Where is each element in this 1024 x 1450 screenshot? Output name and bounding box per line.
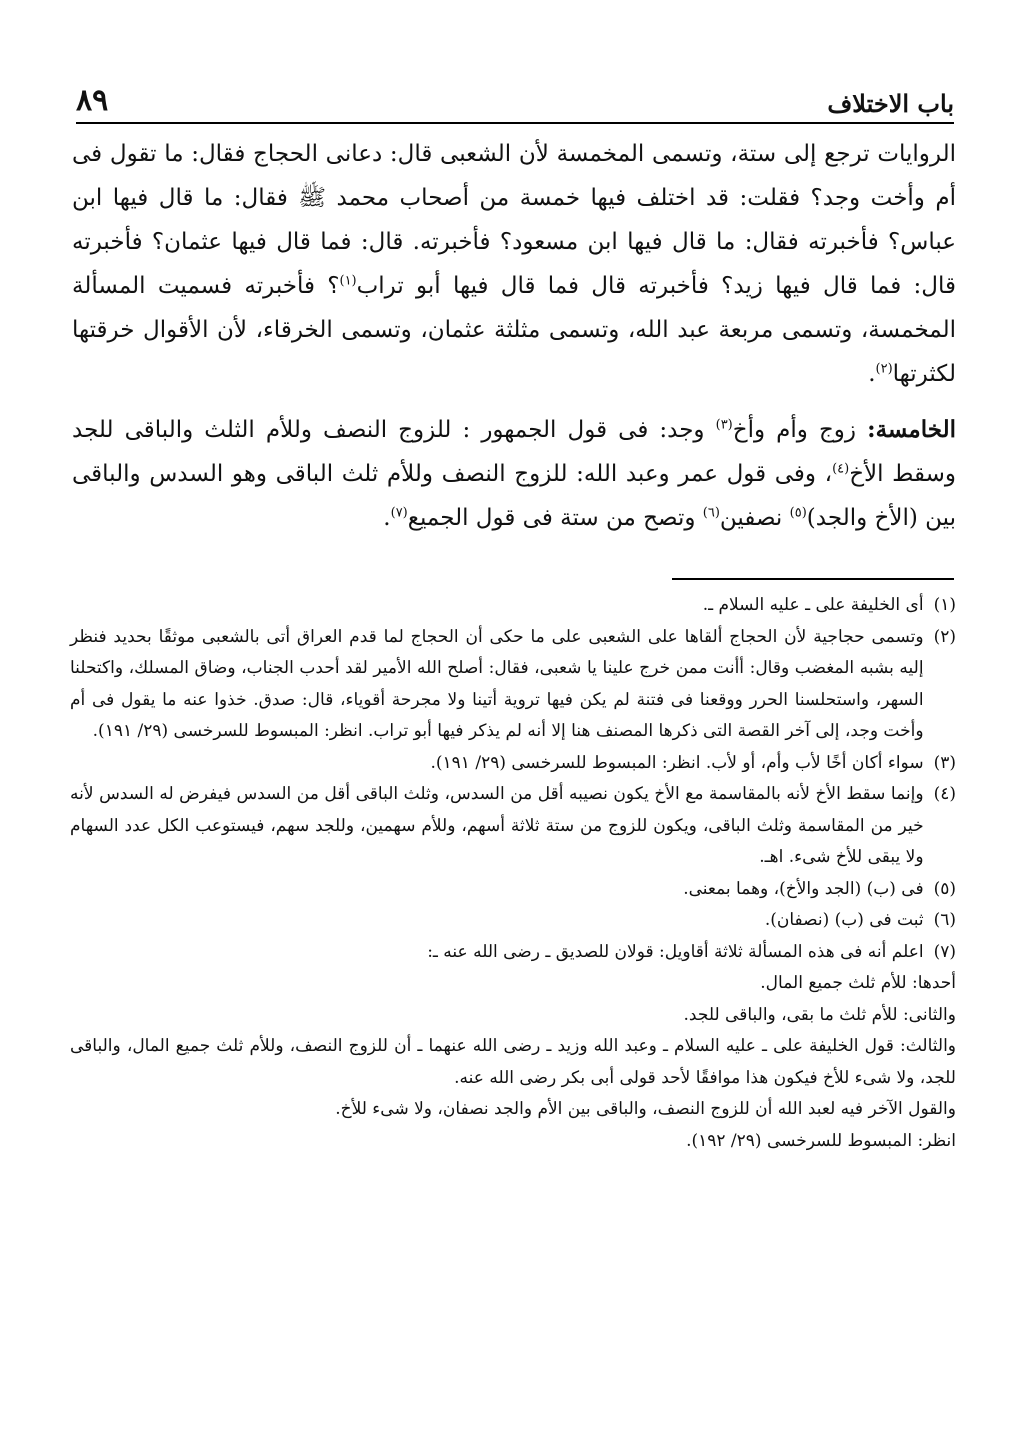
footnote-divider — [672, 578, 954, 580]
paragraph-2-text-e: وتصح من ستة فى قول الجميع — [407, 505, 703, 531]
paragraph-1 — [72, 132, 956, 396]
footnote-ref-2: (٢) — [875, 361, 893, 377]
paragraph-2-text-c: ، وفى قول عمر وعبد الله: للزوج النصف وللأم ثلث الباقى وهو السدس والباقى بين (الأخ والجد) — [72, 461, 956, 531]
footnote-ref-6: (٦) — [702, 505, 720, 521]
footnote-7-line: والقول الآخر فيه لعبد الله أن للزوج النصف، والباقى بين الأم والجد نصفان، ولا شىء للأخ. — [335, 1099, 956, 1119]
footnote-number: (١) — [933, 595, 956, 615]
footnote-7-line: أحدها: للأم ثلث جميع المال. — [760, 973, 956, 993]
main-text — [72, 132, 956, 540]
footnote-ref-4: (٤) — [832, 461, 850, 477]
paragraph-1-end: . — [868, 361, 876, 387]
footnotes — [70, 590, 956, 1157]
footnote-text: وإنما سقط الأخ لأنه بالمقاسمة مع الأخ يكون نصيبه أقل من السدس، وثلث الباقى أقل من السدس فيفرض له السدس لأنه خير من المقاسمة وثلث الباقى، ويكون للزوج من ستة ثلاثة أسهم، وللأم سهمين، وللجد سهم، فيستوعب الكل عدد السهام ولا يبقى للأخ شىء. اهـ. — [70, 784, 924, 867]
footnote-text: فى (ب) (الجد والأخ)، وهما بمعنى. — [683, 878, 924, 899]
footnote-text: ثبت فى (ب) (نصفان). — [764, 910, 924, 930]
footnote-number: (٧) — [933, 941, 956, 962]
footnote-text: سواء أكان أخًا لأب وأم، أو لأب. انظر: المبسوط للسرخسى (٢٩/ ١٩١). — [430, 752, 924, 773]
footnote — [70, 590, 956, 622]
footnote-ref-5: (٥) — [789, 505, 807, 521]
paragraph-2-text-b: وجد: فى قول الجمهور : للزوج النصف وللأم الثلث والباقى للجد وسقط الأخ — [72, 417, 957, 487]
footnote-text: أى الخليفة على ـ عليه السلام ـ. — [702, 595, 924, 615]
footnote — [70, 748, 956, 780]
paragraph-1-continuation: ؟ فأخبرته فسميت المسألة المخمسة، وتسمى مربعة عبد الله، وتسمى مثلثة عثمان، وتسمى الخرقاء، لأن الأقوال خرقتها لكثرتها — [72, 273, 956, 387]
paragraph-2-text-d: نصفين — [719, 505, 790, 531]
footnote-ref-7: (٧) — [390, 505, 408, 521]
paragraph-2-end: . — [383, 505, 391, 531]
footnote-ref-1: (١) — [339, 273, 357, 289]
footnote-number: (٢) — [933, 626, 956, 647]
chapter-title: باب الاختلاف — [827, 89, 954, 118]
footnote — [70, 905, 956, 937]
footnote — [70, 779, 956, 874]
footnote — [70, 622, 956, 748]
footnote-number: (٥) — [933, 878, 956, 899]
footnote-number: (٦) — [933, 910, 956, 930]
footnote-text: وتسمى حجاجية لأن الحجاج ألقاها على الشعبى على ما حكى أن الحجاج لما قدم العراق أتى بالشعبى موثقًا بحديد فنظر إليه بشبه المغضب وقال: أأنت ممن خرج علينا يا شعبى، فقال: أصلح الله الأمير لقد أحدب الجناب، وضاق المسلك، واكتحلنا السهر، واستحلسنا الحرر ووقعنا فى فتنة لم يكن فيها تروية أتينا ولا مجرحة أقوياء، قال: صدق. خذوا عنه ما يقول فى أم وأخت وجد، إلى آخر القصة التى ذكرها المصنف هنا إلا أنه لم يذكر فيها أبو تراب. انظر: المبسوط للسرخسى (٢٩/ ١٩١). — [70, 626, 924, 741]
paragraph-1-text: الروايات ترجع إلى ستة، وتسمى المخمسة لأن الشعبى قال: دعانى الحجاج فقال: ما تقول فى أم وأخت وجد؟ فقلت: قد اختلف فيها خمسة من أصحاب محمد ﷺ فقال: ما قال فيها ابن عباس؟ فأخبرته فقال: ما قال فيها ابن مسعود؟ فأخبرته. قال: فما قال فيها عثمان؟ فأخبرته قال: فما قال فيها زيد؟ فأخبرته قال فما قال فيها أبو تراب — [72, 141, 956, 299]
page-header — [76, 78, 954, 124]
paragraph-2 — [72, 408, 956, 540]
footnote-7-line: والثانى: للأم ثلث ما بقى، والباقى للجد. — [683, 1004, 956, 1025]
footnote-text: اعلم أنه فى هذه المسألة ثلاثة أقاويل: قولان للصديق ـ رضى الله عنه ـ: — [427, 941, 924, 962]
footnote — [70, 937, 956, 969]
footnote-number: (٣) — [933, 752, 956, 773]
footnote-number: (٤) — [933, 784, 956, 804]
paragraph-2-text-a: زوج وأم وأخ — [732, 417, 868, 443]
footnote-7-line: انظر: المبسوط للسرخسى (٢٩/ ١٩٢). — [686, 1130, 956, 1151]
footnote-ref-3: (٣) — [715, 417, 733, 433]
footnote-7-line: والثالث: قول الخليفة على ـ عليه السلام ـ وعبد الله وزيد ـ رضى الله عنهما ـ أن للزوج النصف، وللأم ثلث جميع المال، والباقى للجد، ولا شىء للأخ فيكون هذا موافقًا لأحد قولى أبى بكر رضى الله عنه. — [70, 1036, 956, 1088]
page-number: ٨٩ — [76, 83, 109, 118]
paragraph-2-lead: الخامسة: — [867, 416, 956, 443]
footnote — [70, 874, 956, 906]
